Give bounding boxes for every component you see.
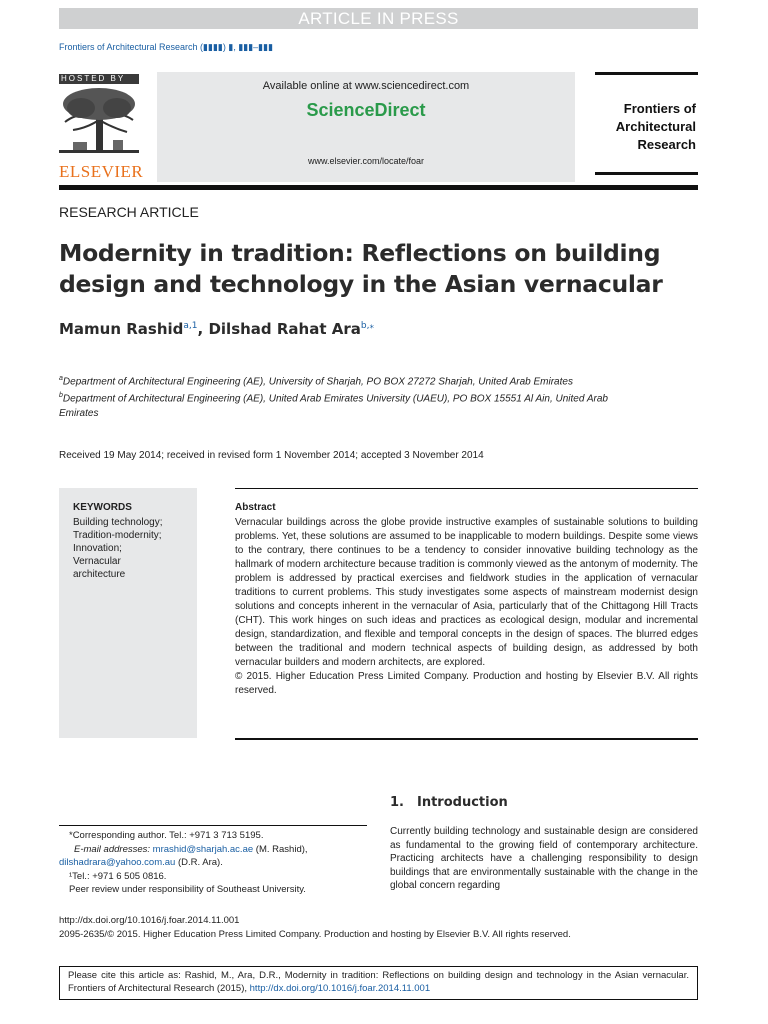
journal-citation-line[interactable]: Frontiers of Architectural Research (▮▮▮▮) ▮, ▮▮▮–▮▮▮ (59, 42, 274, 52)
email-link-2[interactable]: dilshadrara@yahoo.com.au (59, 857, 176, 868)
citation-doi-link[interactable]: http://dx.doi.org/10.1016/j.foar.2014.11.001 (249, 983, 431, 994)
affiliation-b: Department of Architectural Engineering (AE), United Arab Emirates University (UAEU), PO BOX 15551 Al Ain, United Arab Emirates (59, 393, 608, 419)
keyword: Building technology; (73, 517, 163, 528)
header-rule-bottom (595, 172, 698, 175)
footnotes: *Corresponding author. Tel.: +971 3 713 5195. E-mail addresses: mrashid@sharjah.ac.ae (M. Rashid), dilshadrara@yahoo.com.au (D.R. Ara). ¹Tel.: +971 6 505 0816. Peer review under responsibility of Southeast University. (59, 829, 359, 897)
introduction-body: Currently building technology and sustainable design are considered as fundamental to the growing field of contemporary architecture. Practicing architects have a challenging responsibility to design buildings that are environmentally sustainable with the change in the global concern regarding (390, 826, 698, 891)
section-heading-introduction: 1. Introduction (390, 795, 508, 810)
author-1-name: Mamun Rashid (59, 320, 184, 338)
journal-name: Frontiers of Architectural Research (615, 101, 696, 152)
keywords-heading: KEYWORDS (73, 502, 132, 513)
journal-url[interactable]: www.elsevier.com/locate/foar (307, 156, 425, 166)
footnote-peer-review: Peer review under responsibility of Southeast University. (69, 884, 306, 895)
keyword: architecture (73, 569, 126, 580)
hosted-by-label: HOSTED BY (59, 74, 139, 84)
received-dates: Received 19 May 2014; received in revised form 1 November 2014; accepted 3 November 2014 (59, 450, 484, 461)
footnote-corresponding: *Corresponding author. Tel.: +971 3 713 5195. (69, 830, 264, 841)
article-in-press-banner: ARTICLE IN PRESS (59, 8, 698, 29)
abstract-rule-bottom (235, 738, 698, 740)
journal-header (59, 72, 698, 184)
authors: Mamun Rashid$^{a,1}$, Dilshad Rahat Ara$^{b,⁎}$ (59, 320, 374, 338)
abstract-body: Vernacular buildings across the globe provide instructive examples of sustainable solutions to building problems. Yet, these solutions are assumed to be inapplicable to modern buildings. Despite some views to the contrary, there continues to be a tendency to consider innovative building technology as the hallmark of modern architecture because tradition is commonly viewed as the antonym of modernity. The problem is addressed by practical exercises and fieldwork studies in the application of vernacular traditions to current problems. This study investigates some aspects of mainstream modernist design solutions and concepts inherent in the vernacular of Asia, particularly that of the Chittagong Hill Tracts (CHT). This work hinges on such ideas and practices as ecological design, modular and incremental design, standardization, and flexible and temporal concepts in the design of spaces. The blurred edges between the traditional and modern technical aspects of building design, as addressed by both vernacular builders and modern architects, are explored. © 2015. Higher Education Press Limited Company. Production and hosting by Elsevier B.V. All rights reserved. (235, 517, 698, 696)
keyword: Innovation; (73, 543, 122, 554)
elsevier-wordmark: ELSEVIER (59, 162, 144, 181)
abstract-heading: Abstract (235, 502, 276, 513)
affiliations: $^a$Department of Architectural Engineering (AE), University of Sharjah, PO BOX 27272 Sharjah, United Arab Emirates $^b$Department of Architectural Engineering (AE), United Arab Emirates University (UAEU), PO BOX 15551 Al Ain, United Arab Emirates (59, 375, 608, 419)
keywords-box (59, 488, 197, 738)
keyword: Vernacular (73, 556, 121, 567)
doi-block (59, 914, 571, 942)
email-link-1[interactable]: mrashid@sharjah.ac.ae (152, 843, 254, 855)
elsevier-tree-logo-icon (59, 86, 139, 156)
author-2-name: Dilshad Rahat Ara (208, 320, 361, 338)
sciencedirect-panel (157, 72, 575, 182)
affiliation-a: Department of Architectural Engineering (AE), University of Sharjah, PO BOX 27272 Sharjah, United Arab Emirates (62, 376, 573, 388)
article-title: Modernity in tradition: Reflections on building design and technology in the Asian vernacular (59, 239, 663, 298)
abstract-copyright: © 2015. Higher Education Press Limited Company. Production and hosting by Elsevier B.V. All rights reserved. (235, 671, 698, 696)
issn-copyright: 2095-2635/© 2015. Higher Education Press Limited Company. Production and hosting by Elsevier B.V. All rights reserved. (59, 929, 571, 940)
keyword: Tradition-modernity; (73, 530, 162, 541)
footnote-rule (59, 825, 367, 826)
abstract-rule-top (235, 488, 698, 489)
header-divider (59, 185, 698, 190)
doi-link[interactable]: http://dx.doi.org/10.1016/j.foar.2014.11.001 (59, 915, 240, 926)
keywords-list (73, 516, 163, 581)
available-online-text: Available online at www.sciencedirect.com (262, 80, 470, 92)
header-rule-top (595, 72, 698, 75)
author-1-sup[interactable]: a,1 (183, 321, 198, 331)
author-2-sup[interactable]: b,⁎ (360, 321, 374, 331)
citation-box: Please cite this article as: Rashid, M., Ara, D.R., Modernity in tradition: Reflections on building design and technology in the Asian vernacular. Frontiers of Architectural Research (2015), http://dx.doi.org/10.1016/j.foar.2014.11.001 (59, 966, 698, 1000)
footnote-tel: ¹Tel.: +971 6 505 0816. (69, 870, 167, 882)
sciencedirect-logo: ScienceDirect (306, 100, 426, 120)
article-type: RESEARCH ARTICLE (59, 204, 199, 220)
